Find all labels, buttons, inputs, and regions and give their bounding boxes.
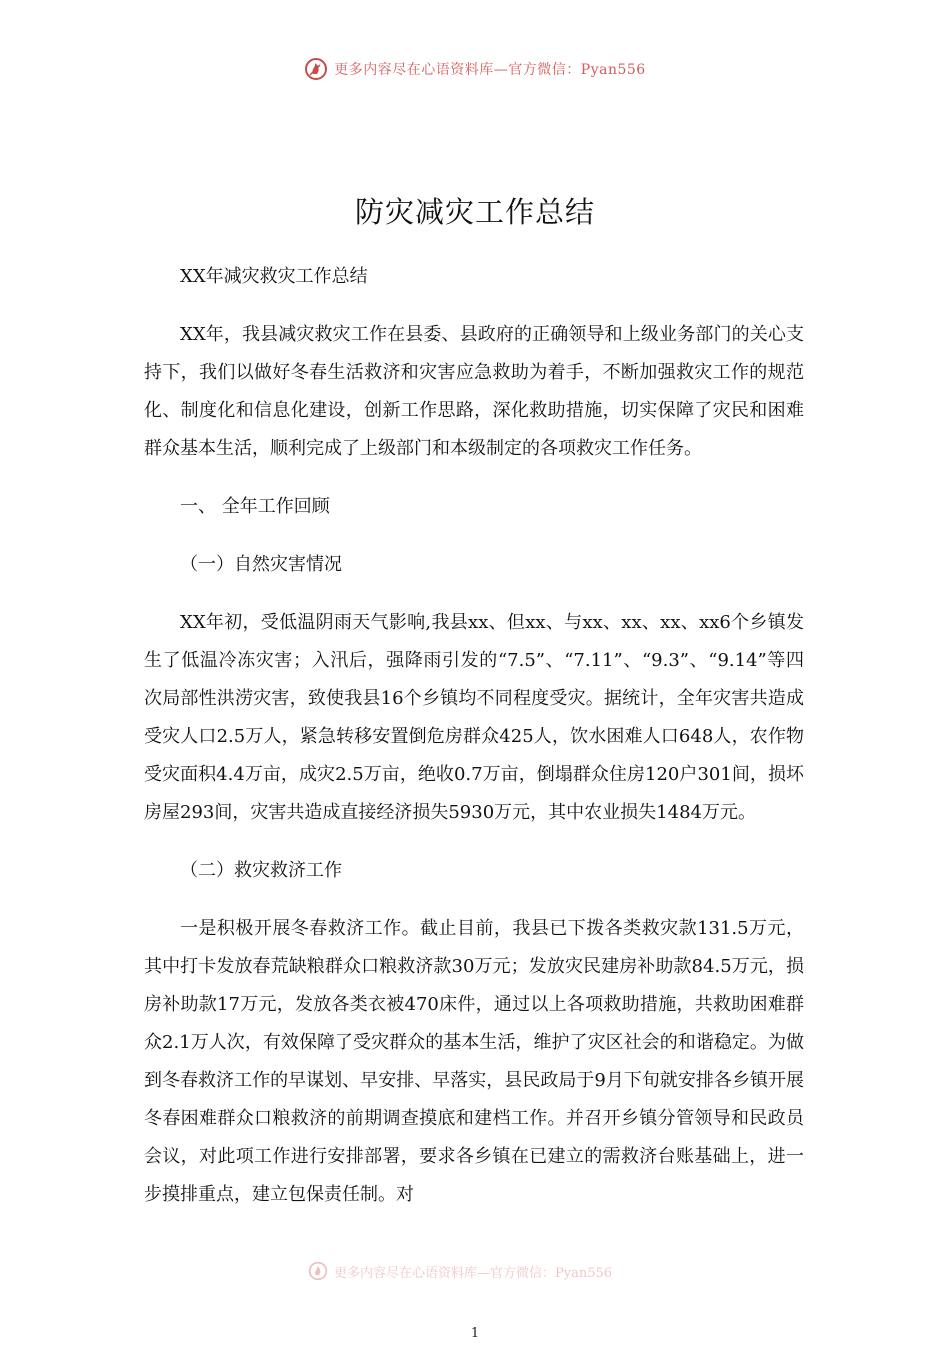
subsection-heading: （二）救灾救济工作 [180, 860, 342, 881]
flame-logo-icon [308, 1261, 328, 1281]
relief-work-paragraph: 一是积极开展冬春救济工作。截止目前，我县已下拨各类救灾款131.5万元，其中打卡发放春荒缺粮群众口粮救济款30万元；发放灾民建房补助款84.5万元，损房补助款17万元，发放各类衣被470床件，通过以上各项救助措施，共救助困难群众2.1万人次，有效保障了受灾群众的基本生活，维护了灾区社会的和谐稳定。为做到冬春救济工作的早谋划、早安排、早落实，县民政局于9月下旬就安排各乡镇开展冬春困难群众口粮救济的前期调查摸底和建档工作。并召开乡镇分管领导和民政员会议，对此项工作进行安排部署，要求各乡镇在已建立的需救济台账基础上，进一步摸排重点，建立包保责任制。对 [144, 918, 804, 1205]
natural-disaster-paragraph: XX年初，受低温阴雨天气影响,我县xx、但xx、与xx、xx、xx、xx6个乡镇发生了低温冷冻灾害；入汛后，强降雨引发的“7.5”、“7.11”、“9.3”、“9.14”等四次局部性洪涝灾害，致使我县16个乡镇均不同程度受灾。据统计，全年灾害共造成受灾人口2.5万人，紧急转移安置倒危房群众425人，饮水困难人口648人，农作物受灾面积4.4万亩，成灾2.5万亩，绝收0.7万亩，倒塌群众住房120户301间，损坏房屋293间，灾害共造成直接经济损失5930万元，其中农业损失1484万元。 [144, 612, 804, 823]
subsection-heading: （一）自然灾害情况 [180, 554, 342, 575]
document-body [144, 258, 804, 1214]
intro-paragraph: XX年，我县减灾救灾工作在县委、县政府的正确领导和上级业务部门的关心支持下，我们以做好冬春生活救济和灾害应急救助为着手，不断加强救灾工作的规范化、制度化和信息化建设，创新工作思路，深化救助措施，切实保障了灾民和困难群众基本生活，顺利完成了上级部门和本级制定的各项救灾工作任务。 [144, 324, 804, 459]
footer-watermark-text: 更多内容尽在心语资料库—官方微信：Pyan556 [334, 1265, 613, 1281]
footer-watermark [308, 1260, 638, 1282]
document-title: 防灾减灾工作总结 [354, 195, 595, 229]
header-watermark [0, 56, 950, 82]
flame-logo-icon [304, 57, 328, 81]
page-number: 1 [470, 1326, 480, 1341]
document-subtitle: XX年减灾救灾工作总结 [180, 266, 368, 287]
header-watermark-text: 更多内容尽在心语资料库—官方微信：Pyan556 [334, 62, 646, 78]
section-heading: 一、 全年工作回顾 [180, 496, 330, 517]
